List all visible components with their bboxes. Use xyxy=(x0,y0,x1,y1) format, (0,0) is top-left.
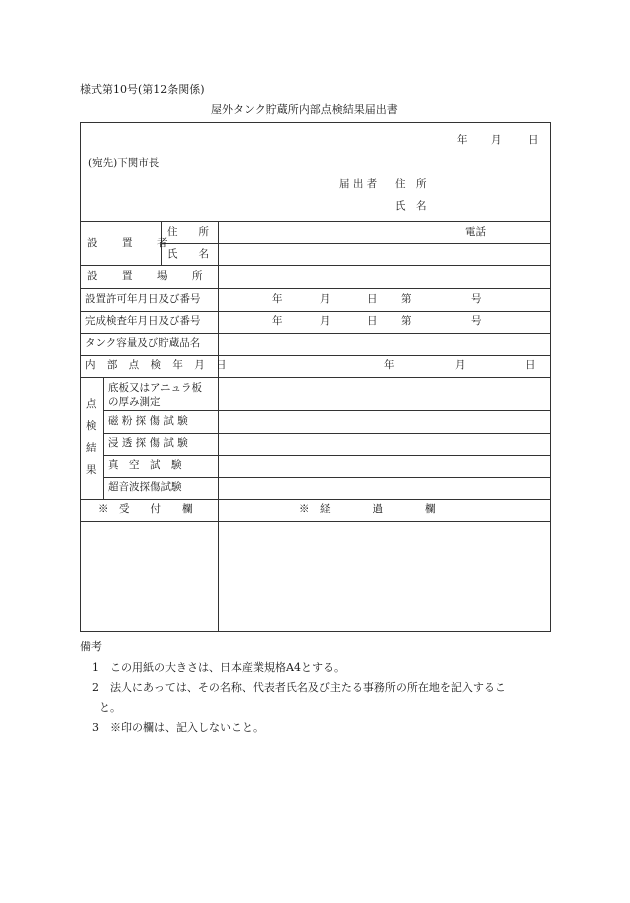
result-side-char-3: 結 xyxy=(86,442,97,454)
installer-label: 設 置 者 xyxy=(87,237,175,249)
permit-month: 月 xyxy=(320,293,331,305)
date-year: 年 xyxy=(457,134,468,146)
date-month: 月 xyxy=(491,134,502,146)
inspection-date-label: 内 部 点 検 年 月 日 xyxy=(85,359,231,371)
result-item-ultrasonic: 超音波探傷試験 xyxy=(108,481,182,493)
note-3: 3 ※印の欄は、記入しないこと。 xyxy=(92,721,264,734)
inspection-day: 日 xyxy=(525,359,536,371)
result-item-magnetic: 磁 粉 探 傷 試 験 xyxy=(108,415,188,427)
result-item-thickness: 底板又はアニュラ板 の厚み測定 xyxy=(108,382,202,408)
installer-address-label: 住 所 xyxy=(167,226,209,238)
notifier-name-label: 氏 名 xyxy=(395,200,427,212)
tank-label: タンク容量及び貯蔵品名 xyxy=(85,337,201,349)
completion-no-prefix: 第 xyxy=(401,315,412,327)
date-day: 日 xyxy=(528,134,539,146)
note-2: 2 法人にあっては、その名称、代表者氏名及び主たる事務所の所在地を記入するこ xyxy=(92,681,506,694)
location-label: 設 置 場 所 xyxy=(87,270,210,282)
installer-phone-label: 電話 xyxy=(465,226,486,238)
result-item-penetrant: 浸 透 探 傷 試 験 xyxy=(108,437,188,449)
inspection-month: 月 xyxy=(455,359,466,371)
permit-year: 年 xyxy=(272,293,283,305)
progress-column-header: ※ 経 過 欄 xyxy=(299,503,436,515)
note-2-continued: と。 xyxy=(99,701,121,714)
result-item-vacuum: 真 空 試 験 xyxy=(108,459,182,471)
addressee: (宛先)下関市長 xyxy=(88,157,160,169)
document-title: 屋外タンク貯蔵所内部点検結果届出書 xyxy=(211,103,398,116)
notifier-address-label: 住 所 xyxy=(395,178,427,190)
installer-name-label: 氏 名 xyxy=(167,248,209,260)
permit-day: 日 xyxy=(367,293,378,305)
note-1: 1 この用紙の大きさは、日本産業規格A4とする。 xyxy=(92,661,345,674)
completion-day: 日 xyxy=(367,315,378,327)
permit-no-suffix: 号 xyxy=(471,293,482,305)
result-side-char-2: 検 xyxy=(86,420,97,432)
notifier-label: 届 出 者 xyxy=(339,178,378,190)
completion-label: 完成検査年月日及び番号 xyxy=(85,315,201,327)
completion-no-suffix: 号 xyxy=(471,315,482,327)
notes-heading: 備考 xyxy=(80,640,102,653)
reception-column-header: ※ 受 付 欄 xyxy=(98,503,193,515)
form-number: 様式第10号(第12条関係) xyxy=(80,83,205,96)
completion-month: 月 xyxy=(320,315,331,327)
inspection-year: 年 xyxy=(384,359,395,371)
result-side-char-4: 果 xyxy=(86,464,97,476)
permit-no-prefix: 第 xyxy=(401,293,412,305)
permit-label: 設置許可年月日及び番号 xyxy=(85,293,201,305)
completion-year: 年 xyxy=(272,315,283,327)
result-side-char-1: 点 xyxy=(86,398,97,410)
form-table xyxy=(80,122,551,632)
